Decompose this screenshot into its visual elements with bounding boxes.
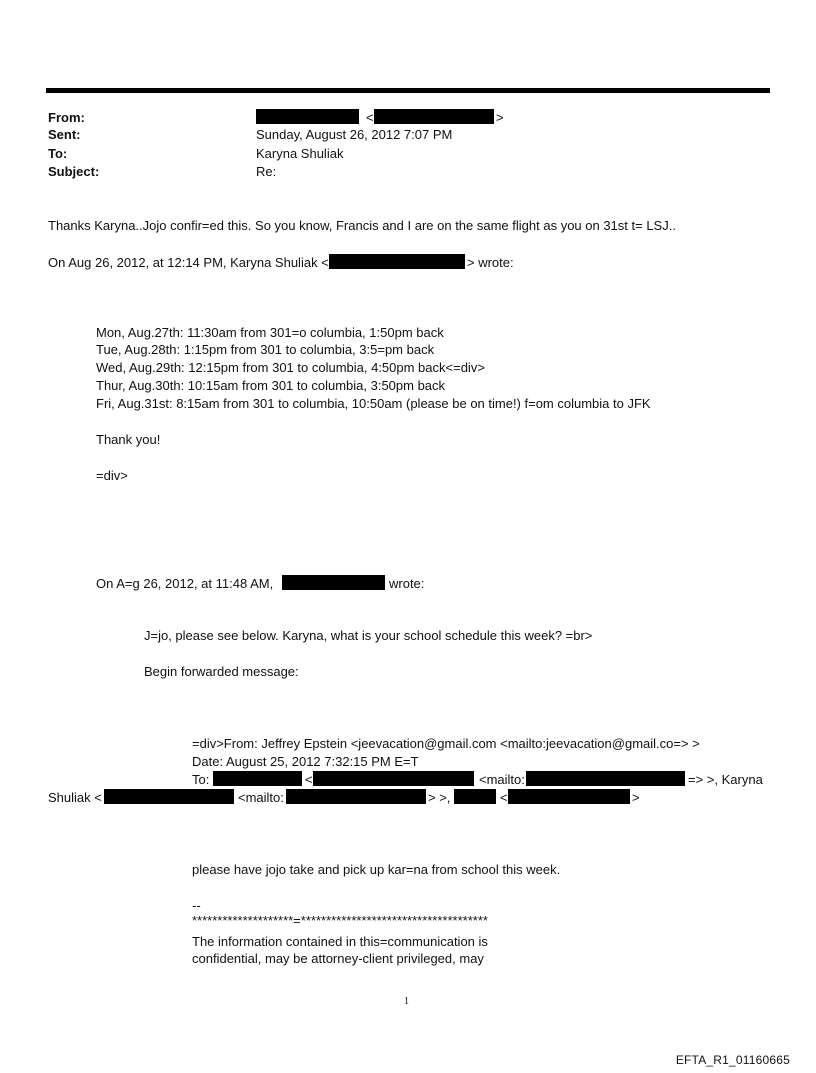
redaction-shuliak-email	[104, 789, 234, 804]
to-label: To:	[48, 146, 68, 161]
quote1-intro: On Aug 26, 2012, at 12:14 PM, Karyna Shuliak <	[48, 255, 329, 270]
div-close-line: =div>	[96, 468, 128, 483]
forwarded-date: Date: August 25, 2012 7:32:15 PM E=T	[192, 754, 419, 769]
thanks-line: Thank you!	[96, 432, 161, 447]
reply-line: Thanks Karyna..Jojo confir=ed this. So you know, Francis and I are on the same flight as you on 31st t= LSJ..	[48, 218, 676, 233]
header-rule	[46, 88, 770, 93]
forwarded-to-tail: => >, Karyna	[688, 772, 763, 787]
redaction-cc-email	[508, 789, 630, 804]
redaction-sender-name	[256, 109, 359, 124]
forwarded-to-mailto: <mailto:	[479, 772, 525, 787]
schedule-line: Wed, Aug.29th: 12:15pm from 301 to columbia, 4:50pm back<=div>	[96, 360, 485, 375]
forwarded-to-lt: <	[305, 772, 313, 787]
forwarded-to-label: To:	[192, 772, 210, 787]
from-open-bracket: <	[366, 110, 374, 125]
forwarded-from: =div>From: Jeffrey Epstein <jeevacation@gmail.com <mailto:jeevacation@gmail.co=> >	[192, 736, 700, 751]
quote1-wrote: > wrote:	[467, 255, 514, 270]
schedule-line: Tue, Aug.28th: 1:15pm from 301 to columbia, 3:5=pm back	[96, 342, 435, 357]
page-number: 1	[404, 996, 409, 1007]
document-id: EFTA_R1_01160665	[675, 1053, 790, 1067]
forwarded-shuliak-mid: > >,	[428, 790, 451, 805]
confidential-line: The information contained in this=communication is	[192, 934, 488, 949]
redaction-cc-name	[454, 789, 496, 804]
forwarded-cc-lt: <	[500, 790, 508, 805]
forwarded-shuliak-mailto: <mailto:	[238, 790, 284, 805]
sent-label: Sent:	[48, 127, 81, 142]
confidential-line: confidential, may be attorney-client privileged, may	[192, 951, 484, 966]
redaction-to-mailto	[526, 771, 685, 786]
redaction-quote2-sender	[282, 575, 385, 590]
request-line: please have jojo take and pick up kar=na from school this week.	[192, 862, 561, 877]
redaction-sender-email	[374, 109, 494, 124]
redaction-to-name	[213, 771, 302, 786]
sent-value: Sunday, August 26, 2012 7:07 PM	[256, 127, 453, 142]
redaction-quote1-email	[329, 254, 465, 269]
subject-value: Re:	[256, 164, 277, 179]
from-close-bracket: >	[496, 110, 504, 125]
quote2-intro: On A=g 26, 2012, at 11:48 AM,	[96, 576, 274, 591]
signature-dash: --	[192, 898, 201, 913]
schedule-line: Fri, Aug.31st: 8:15am from 301 to columbia, 10:50am (please be on time!) f=om columbia to JFK	[96, 396, 651, 411]
redaction-to-email	[313, 771, 474, 786]
asterisk-line: ********************=*************************************	[192, 913, 488, 928]
quote2-wrote: wrote:	[389, 576, 425, 591]
to-value: Karyna Shuliak	[256, 146, 344, 161]
redaction-shuliak-mailto	[286, 789, 426, 804]
schedule-line: Mon, Aug.27th: 11:30am from 301=o columbia, 1:50pm back	[96, 325, 444, 340]
forwarded-cc-gt: >	[632, 790, 640, 805]
subject-label: Subject:	[48, 164, 100, 179]
schedule-line: Thur, Aug.30th: 10:15am from 301 to columbia, 3:50pm back	[96, 378, 446, 393]
begin-forwarded: Begin forwarded message:	[144, 664, 299, 679]
forwarded-shuliak: Shuliak <	[48, 790, 102, 805]
from-label: From:	[48, 110, 85, 125]
jojo-line: J=jo, please see below. Karyna, what is your school schedule this week? =br>	[144, 628, 593, 643]
